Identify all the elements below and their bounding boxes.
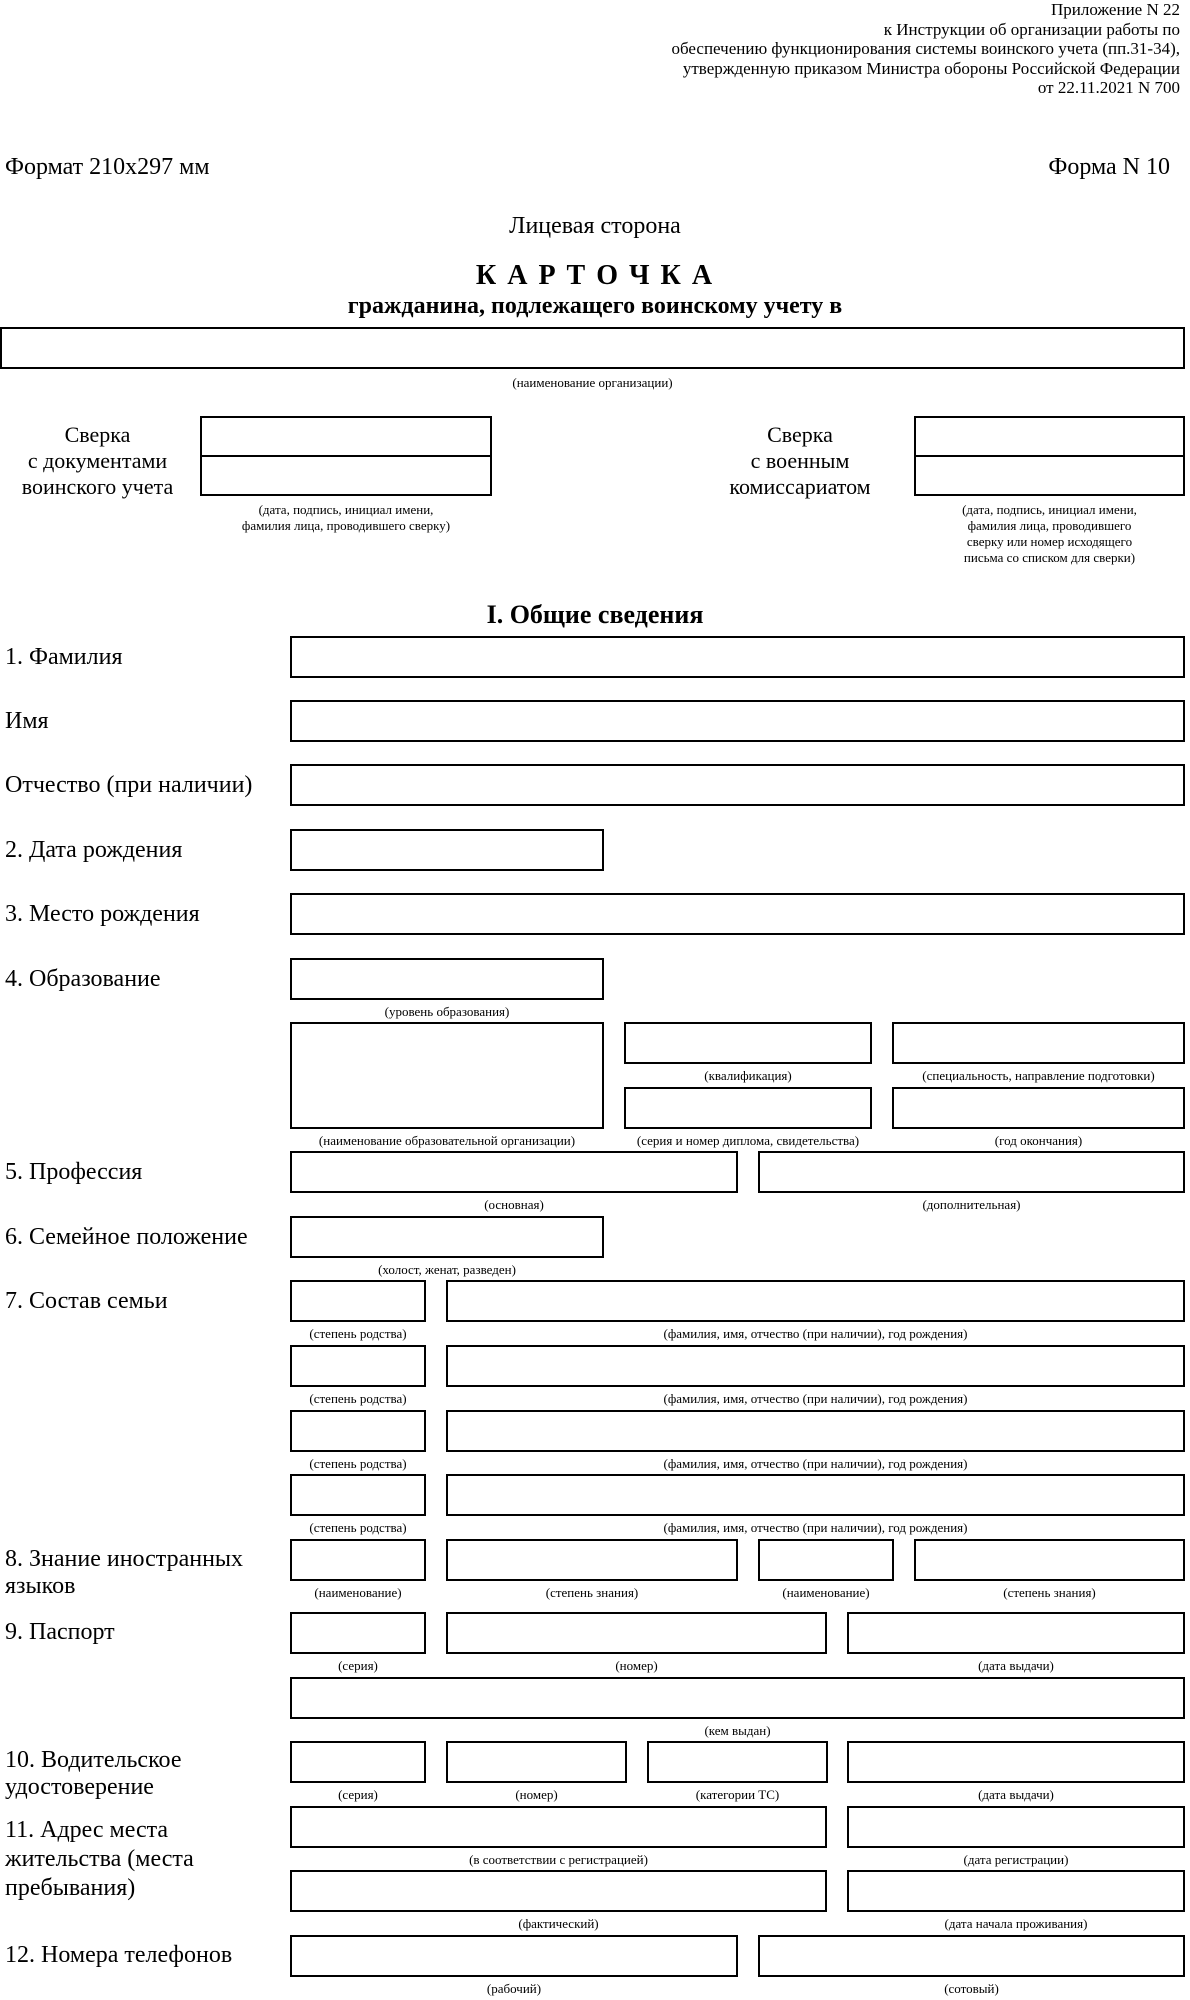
driver-license-label-line: удостоверение	[5, 1774, 154, 1800]
address-registration-caption: (в соответствии с регистрацией)	[469, 1852, 648, 1867]
kinship-caption: (степень родства)	[309, 1391, 407, 1406]
residence-start-date-field[interactable]	[847, 1870, 1185, 1912]
qualification-caption: (квалификация)	[704, 1068, 792, 1083]
relative-field[interactable]	[446, 1410, 1185, 1452]
passport-number-field[interactable]	[446, 1612, 827, 1654]
birth-place-field[interactable]	[290, 893, 1185, 935]
appendix-number: Приложение N 22	[1050, 0, 1180, 19]
driver-license-label-line: 10. Водительское	[5, 1747, 182, 1773]
kinship-field[interactable]	[290, 1280, 426, 1322]
address-registration-field[interactable]	[290, 1806, 827, 1848]
profession-main-field[interactable]	[290, 1151, 738, 1193]
license-number-caption: (номер)	[515, 1787, 558, 1802]
language-level-field[interactable]	[446, 1539, 738, 1581]
kinship-caption: (степень родства)	[309, 1326, 407, 1341]
check-commissariat-line: с военным	[750, 448, 850, 473]
passport-issue-date-caption: (дата выдачи)	[978, 1658, 1054, 1673]
appendix-line: к Инструкции об организации работы по	[883, 19, 1180, 39]
name-field[interactable]	[290, 700, 1185, 742]
specialty-field[interactable]	[892, 1022, 1185, 1064]
specialty-caption: (специальность, направление подготовки)	[922, 1068, 1155, 1083]
registration-date-field[interactable]	[847, 1806, 1185, 1848]
caption-line: фамилия лица, проводившего	[967, 518, 1132, 533]
check-documents-label	[0, 422, 195, 500]
phone-work-caption: (рабочий)	[486, 1981, 542, 1996]
name-label: Имя	[5, 708, 49, 734]
marital-status-label: 6. Семейное положение	[5, 1224, 248, 1250]
kinship-caption: (степень родства)	[309, 1456, 407, 1471]
relative-caption: (фамилия, имя, отчество (при наличии), год рождения)	[663, 1520, 968, 1535]
profession-extra-field[interactable]	[758, 1151, 1185, 1193]
languages-label-line: 8. Знание иностранных	[5, 1546, 244, 1572]
education-org-field[interactable]	[290, 1022, 604, 1129]
address-label	[5, 1816, 194, 1903]
language-name-caption: (наименование)	[314, 1585, 402, 1600]
education-org-caption: (наименование образовательной организации)	[318, 1133, 576, 1148]
kinship-field[interactable]	[290, 1410, 426, 1452]
check-commissariat-label	[700, 422, 900, 500]
check-commissariat-field-1[interactable]	[914, 416, 1185, 457]
graduation-year-field[interactable]	[892, 1087, 1185, 1129]
caption-line: (дата, подпись, инициал имени,	[258, 502, 434, 517]
graduation-year-caption: (год окончания)	[994, 1133, 1083, 1148]
birth-place-label: 3. Место рождения	[5, 901, 200, 927]
education-level-caption: (уровень образования)	[384, 1004, 510, 1019]
language-name-caption: (наименование)	[782, 1585, 870, 1600]
card-subtitle: гражданина, подлежащего воинскому учету в	[347, 293, 843, 319]
address-actual-field[interactable]	[290, 1870, 827, 1912]
patronymic-label: Отчество (при наличии)	[5, 772, 253, 798]
caption-line: (дата, подпись, инициал имени,	[962, 502, 1137, 517]
patronymic-field[interactable]	[290, 764, 1185, 806]
residence-start-date-caption: (дата начала проживания)	[944, 1916, 1088, 1931]
caption-line: письма со списком для сверки)	[963, 550, 1136, 565]
section-general-title: I. Общие сведения	[486, 600, 704, 629]
education-label: 4. Образование	[5, 966, 161, 992]
check-commissariat-line: Сверка	[767, 422, 833, 447]
passport-issue-date-field[interactable]	[847, 1612, 1185, 1654]
passport-series-caption: (серия)	[338, 1658, 378, 1673]
license-series-field[interactable]	[290, 1741, 426, 1783]
check-documents-line: воинского учета	[21, 474, 174, 499]
organization-caption: (наименование организации)	[512, 375, 673, 390]
check-commissariat-field-2[interactable]	[914, 455, 1185, 496]
relative-field[interactable]	[446, 1474, 1185, 1516]
profession-extra-caption: (дополнительная)	[922, 1197, 1021, 1212]
diploma-field[interactable]	[624, 1087, 872, 1129]
kinship-field[interactable]	[290, 1474, 426, 1516]
address-actual-caption: (фактический)	[518, 1916, 599, 1931]
language-level-caption: (степень знания)	[545, 1585, 639, 1600]
passport-number-caption: (номер)	[615, 1658, 658, 1673]
language-level-caption: (степень знания)	[1003, 1585, 1096, 1600]
relative-caption: (фамилия, имя, отчество (при наличии), год рождения)	[663, 1391, 968, 1406]
check-documents-field-1[interactable]	[200, 416, 492, 457]
address-label-line: жительства (места	[5, 1846, 194, 1872]
qualification-field[interactable]	[624, 1022, 872, 1064]
driver-license-label	[5, 1746, 181, 1802]
registration-date-caption: (дата регистрации)	[963, 1852, 1069, 1867]
passport-series-field[interactable]	[290, 1612, 426, 1654]
languages-label	[5, 1545, 243, 1601]
surname-label: 1. Фамилия	[5, 644, 123, 670]
diploma-caption: (серия и номер диплома, свидетельства)	[636, 1133, 860, 1148]
address-label-line: 11. Адрес места	[5, 1817, 169, 1843]
license-series-caption: (серия)	[338, 1787, 378, 1802]
marital-status-caption: (холост, женат, разведен)	[378, 1262, 516, 1277]
appendix-line: обеспечению функционирования системы воинского учета (пп.31-34),	[671, 39, 1180, 58]
check-documents-caption	[200, 502, 492, 534]
language-name-field[interactable]	[758, 1539, 894, 1581]
education-level-field[interactable]	[290, 958, 604, 1000]
languages-label-line: языков	[5, 1573, 76, 1599]
license-number-field[interactable]	[446, 1741, 627, 1783]
relative-caption: (фамилия, имя, отчество (при наличии), год рождения)	[663, 1326, 968, 1341]
kinship-caption: (степень родства)	[309, 1520, 407, 1535]
passport-label: 9. Паспорт	[5, 1619, 115, 1645]
form-number: Форма N 10	[1048, 154, 1170, 180]
relative-field[interactable]	[446, 1280, 1185, 1322]
license-issue-date-field[interactable]	[847, 1741, 1185, 1783]
appendix-date: от 22.11.2021 N 700	[1037, 78, 1180, 97]
passport-issued-by-field[interactable]	[290, 1677, 1185, 1719]
passport-issued-by-caption: (кем выдан)	[704, 1723, 771, 1738]
check-documents-line: Сверка	[64, 422, 131, 447]
license-issue-date-caption: (дата выдачи)	[978, 1787, 1054, 1802]
caption-line: сверку или номер исходящего	[966, 534, 1133, 549]
language-name-field[interactable]	[290, 1539, 426, 1581]
check-documents-field-2[interactable]	[200, 455, 492, 496]
caption-line: фамилия лица, проводившего сверку)	[241, 518, 451, 533]
phones-label: 12. Номера телефонов	[5, 1942, 233, 1968]
address-label-line: пребывания)	[5, 1875, 136, 1901]
surname-field[interactable]	[290, 636, 1185, 678]
paper-format: Формат 210x297 мм	[5, 154, 210, 180]
birth-date-field[interactable]	[290, 829, 604, 871]
license-category-caption: (категории ТС)	[695, 1787, 780, 1802]
phone-mobile-field[interactable]	[758, 1935, 1185, 1977]
profession-main-caption: (основная)	[484, 1197, 544, 1212]
birth-date-label: 2. Дата рождения	[5, 837, 183, 863]
check-commissariat-line: комиссариатом	[729, 474, 871, 499]
check-commissariat-caption	[914, 502, 1185, 566]
check-documents-line: с документами	[27, 448, 168, 473]
marital-status-field[interactable]	[290, 1216, 604, 1258]
kinship-field[interactable]	[290, 1345, 426, 1387]
card-title: К А Р Т О Ч К А	[475, 260, 715, 291]
appendix-header	[672, 0, 1181, 98]
side-label: Лицевая сторона	[509, 213, 681, 239]
relative-caption: (фамилия, имя, отчество (при наличии), год рождения)	[663, 1456, 968, 1471]
language-level-field[interactable]	[914, 1539, 1185, 1581]
phone-work-field[interactable]	[290, 1935, 738, 1977]
license-category-field[interactable]	[647, 1741, 828, 1783]
phone-mobile-caption: (сотовый)	[944, 1981, 999, 1996]
family-label: 7. Состав семьи	[5, 1288, 168, 1314]
appendix-line: утвержденную приказом Министра обороны Российской Федерации	[682, 58, 1180, 78]
organization-name-field[interactable]	[0, 327, 1185, 369]
relative-field[interactable]	[446, 1345, 1185, 1387]
profession-label: 5. Профессия	[5, 1159, 143, 1185]
